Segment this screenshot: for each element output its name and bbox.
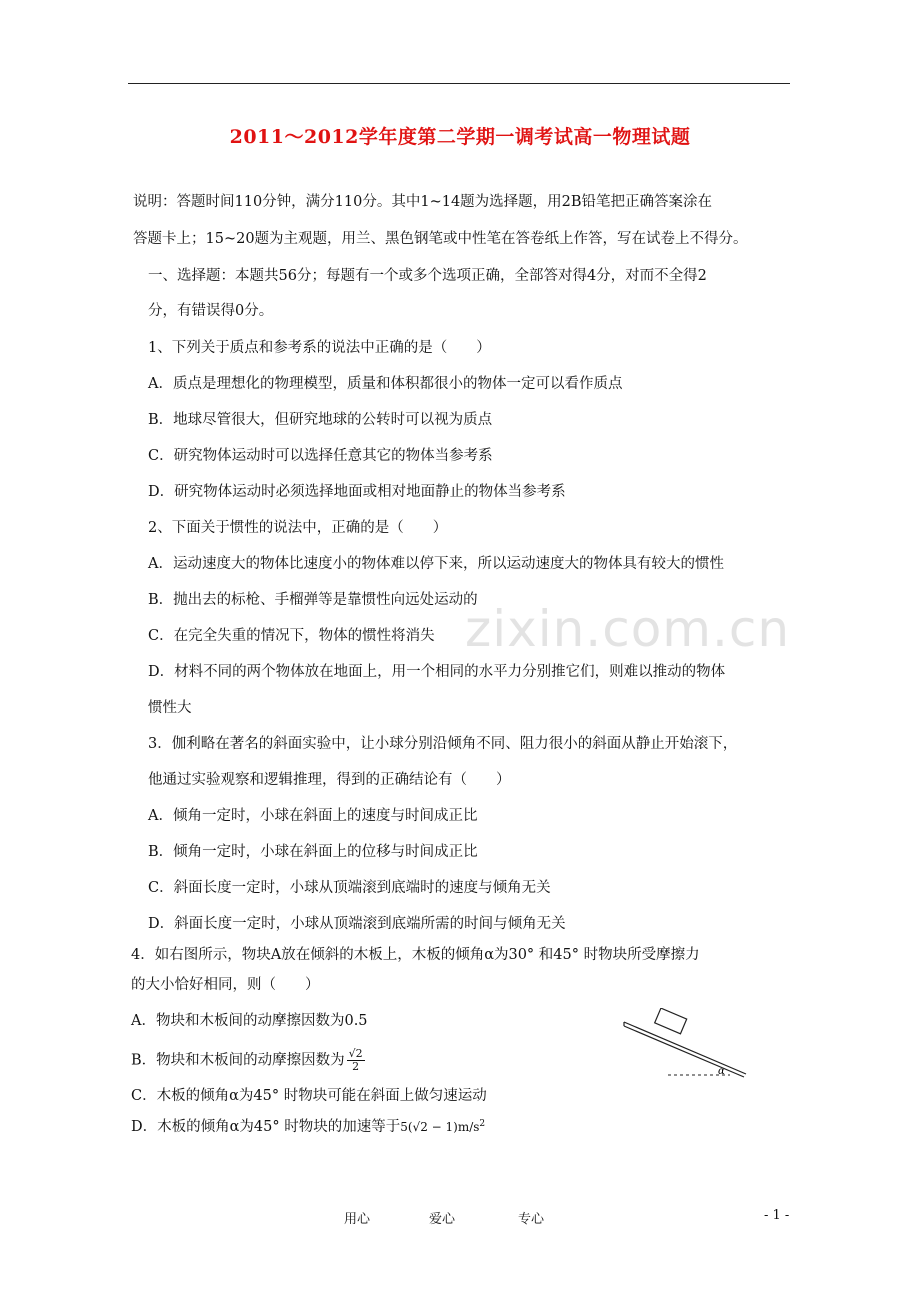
footer-middle: 爱心 <box>429 1212 456 1227</box>
q1-option-b: B．地球尽管很大，但研究地球的公转时可以视为质点 <box>148 412 493 428</box>
q4-stem-line-2: 的大小恰好相同，则（ ） <box>131 977 320 993</box>
angle-alpha-label: α <box>718 1066 725 1077</box>
incline-board-top <box>624 1022 746 1074</box>
q1-option-c: C．研究物体运动时可以选择任意其它的物体当参考系 <box>148 448 493 464</box>
page-title: 2011～2012学年度第二学期一调考试高一物理试题 <box>229 126 691 148</box>
q4-option-d <box>131 1114 485 1137</box>
q3-option-a: A．倾角一定时，小球在斜面上的速度与时间成正比 <box>148 808 478 824</box>
q4-option-c: C．木板的倾角α为45° 时物块可能在斜面上做匀速运动 <box>131 1088 487 1104</box>
q4-option-b-text: B．物块和木板间的动摩擦因数为 <box>131 1052 345 1069</box>
q4-option-d-text: D．木板的倾角α为45° 时物块的加速等于 <box>131 1119 401 1135</box>
watermark: zixin.com.cn <box>465 600 791 658</box>
q4-option-a: A．物块和木板间的动摩擦因数为0.5 <box>131 1013 368 1029</box>
q2-stem: 2、下面关于惯性的说法中，正确的是（ ） <box>148 520 448 536</box>
header-rule <box>128 83 790 84</box>
q2-option-a: A．运动速度大的物体比速度小的物体难以停下来，所以运动速度大的物体具有较大的惯性 <box>148 556 724 572</box>
q4-stem-line-1: 4．如右图所示，物块A放在倾斜的木板上，木板的倾角α为30° 和45° 时物块所受摩擦力 <box>131 947 700 963</box>
fraction-denominator: 2 <box>352 1060 360 1073</box>
acceleration-formula-exponent: 2 <box>479 1119 486 1129</box>
fraction-numerator: √2 <box>348 1047 363 1060</box>
incline-figure <box>618 1008 758 1080</box>
incline-board-bottom <box>624 1026 744 1077</box>
block-a <box>655 1008 687 1034</box>
acceleration-formula <box>400 1120 485 1134</box>
q2-option-c: C．在完全失重的情况下，物体的惯性将消失 <box>148 628 435 644</box>
section-heading: 一、选择题：本题共56分；每题有一个或多个选项正确，全部答对得4分，对而不全得2 <box>148 268 707 284</box>
q3-option-c: C．斜面长度一定时，小球从顶端滚到底端时的速度与倾角无关 <box>148 880 551 896</box>
q2-option-d-cont: 惯性大 <box>148 700 192 716</box>
q2-option-b: B．抛出去的标枪、手榴弹等是靠惯性向远处运动的 <box>148 592 478 608</box>
acceleration-formula-value: 5(√2 − 1)m/s <box>400 1120 480 1134</box>
q3-option-d: D．斜面长度一定时，小球从顶端滚到底端所需的时间与倾角无关 <box>148 916 566 932</box>
block-a-shape <box>655 1008 687 1034</box>
q2-option-d: D．材料不同的两个物体放在地面上，用一个相同的水平力分别推它们，则难以推动的物体 <box>148 664 726 680</box>
page-number: - 1 - <box>764 1208 790 1223</box>
intro-line-2: 答题卡上；15~20题为主观题，用兰、黑色钢笔或中性笔在答卷纸上作答，写在试卷上不得分。 <box>133 231 748 247</box>
q1-stem: 1、下列关于质点和参考系的说法中正确的是（ ） <box>148 340 491 356</box>
q3-stem-line-2: 他通过实验观察和逻辑推理，得到的正确结论有（ ） <box>148 772 511 788</box>
q3-stem-line-1: 3．伽利略在著名的斜面实验中，让小球分别沿倾角不同、阻力很小的斜面从静止开始滚下， <box>148 736 738 752</box>
intro-line-1: 说明：答题时间110分钟，满分110分。其中1~14题为选择题，用2B铅笔把正确答案涂在 <box>133 194 713 210</box>
footer-left: 用心 <box>344 1212 371 1227</box>
sqrt2-over-2-fraction <box>347 1048 365 1073</box>
q1-option-d: D．研究物体运动时必须选择地面或相对地面静止的物体当参考系 <box>148 484 566 500</box>
q1-option-a: A．质点是理想化的物理模型，质量和体积都很小的物体一定可以看作质点 <box>148 376 623 392</box>
footer-right: 专心 <box>518 1212 545 1227</box>
q3-option-b: B．倾角一定时，小球在斜面上的位移与时间成正比 <box>148 844 478 860</box>
section-heading-cont: 分，有错误得0分。 <box>148 303 274 319</box>
q4-option-b <box>131 1048 365 1073</box>
